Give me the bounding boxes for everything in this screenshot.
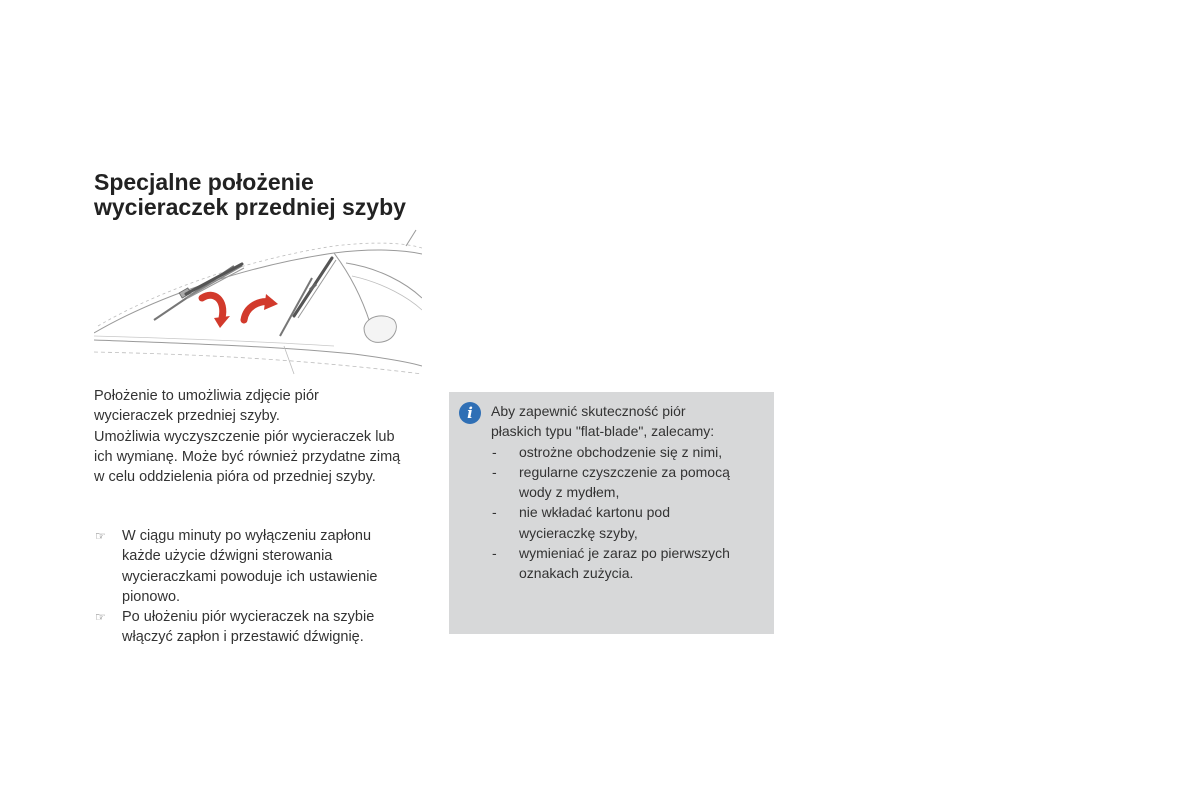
info-box bbox=[449, 392, 774, 634]
instruction-list bbox=[94, 526, 434, 648]
info-list-line: wycieraczkę szyby, bbox=[519, 524, 638, 541]
section-title bbox=[94, 170, 454, 220]
pointing-hand-icon: ☞ bbox=[95, 610, 106, 625]
paragraph-line: w celu oddzielenia pióra od przedniej szyby. bbox=[94, 469, 376, 486]
instruction-line: Po ułożeniu piór wycieraczek na szybie bbox=[122, 609, 375, 626]
info-icon: i bbox=[459, 402, 481, 424]
pointing-hand-icon: ☞ bbox=[95, 529, 106, 543]
wiper-illustration-svg bbox=[94, 228, 422, 376]
instruction-line: pionowo. bbox=[122, 588, 181, 605]
section-title-line-1: Specjalne położenie bbox=[94, 169, 314, 195]
info-intro-line: płaskich typu "flat-blade", zalecamy: bbox=[491, 423, 715, 440]
info-list-item bbox=[491, 462, 766, 503]
info-list-line: wymieniać je zaraz po pierwszych bbox=[519, 545, 730, 562]
wiper-illustration bbox=[94, 228, 422, 376]
instruction-item bbox=[94, 607, 434, 648]
dash-marker: - bbox=[492, 545, 497, 562]
dash-marker: - bbox=[492, 443, 497, 460]
paragraph-line: Położenie to umożliwia zdjęcie piór bbox=[94, 388, 319, 404]
instruction-line: W ciągu minuty po wyłączeniu zapłonu bbox=[122, 528, 372, 544]
info-list-line: regularne czyszczenie za pomocą bbox=[519, 463, 730, 480]
info-list-item bbox=[491, 442, 766, 462]
info-list-line: ostrożne obchodzenie się z nimi, bbox=[519, 443, 723, 460]
description-paragraph bbox=[94, 386, 434, 487]
info-list-line: nie wkładać kartonu pod bbox=[519, 504, 670, 521]
instruction-line: każde użycie dźwigni sterowania bbox=[122, 548, 333, 565]
info-intro-line: Aby zapewnić skuteczność piór bbox=[491, 403, 686, 419]
paragraph-line: ich wymianę. Może być również przydatne zimą bbox=[94, 448, 401, 465]
info-box-text bbox=[491, 401, 766, 584]
dash-marker: - bbox=[492, 463, 497, 480]
instruction-item bbox=[94, 526, 434, 607]
instruction-line: włączyć zapłon i przestawić dźwignię. bbox=[122, 629, 364, 646]
instruction-line: wycieraczkami powoduje ich ustawienie bbox=[122, 568, 378, 585]
info-list-item bbox=[491, 502, 766, 543]
info-list-line: oznakach zużycia. bbox=[519, 565, 634, 582]
paragraph-line: Umożliwia wyczyszczenie piór wycieraczek lub bbox=[94, 428, 395, 445]
paragraph-line: wycieraczek przedniej szyby. bbox=[94, 408, 280, 425]
section-title-line-2: wycieraczek przedniej szyby bbox=[94, 194, 406, 220]
dash-marker: - bbox=[492, 504, 497, 521]
info-list-line: wody z mydłem, bbox=[519, 484, 620, 501]
info-list-item bbox=[491, 543, 766, 584]
